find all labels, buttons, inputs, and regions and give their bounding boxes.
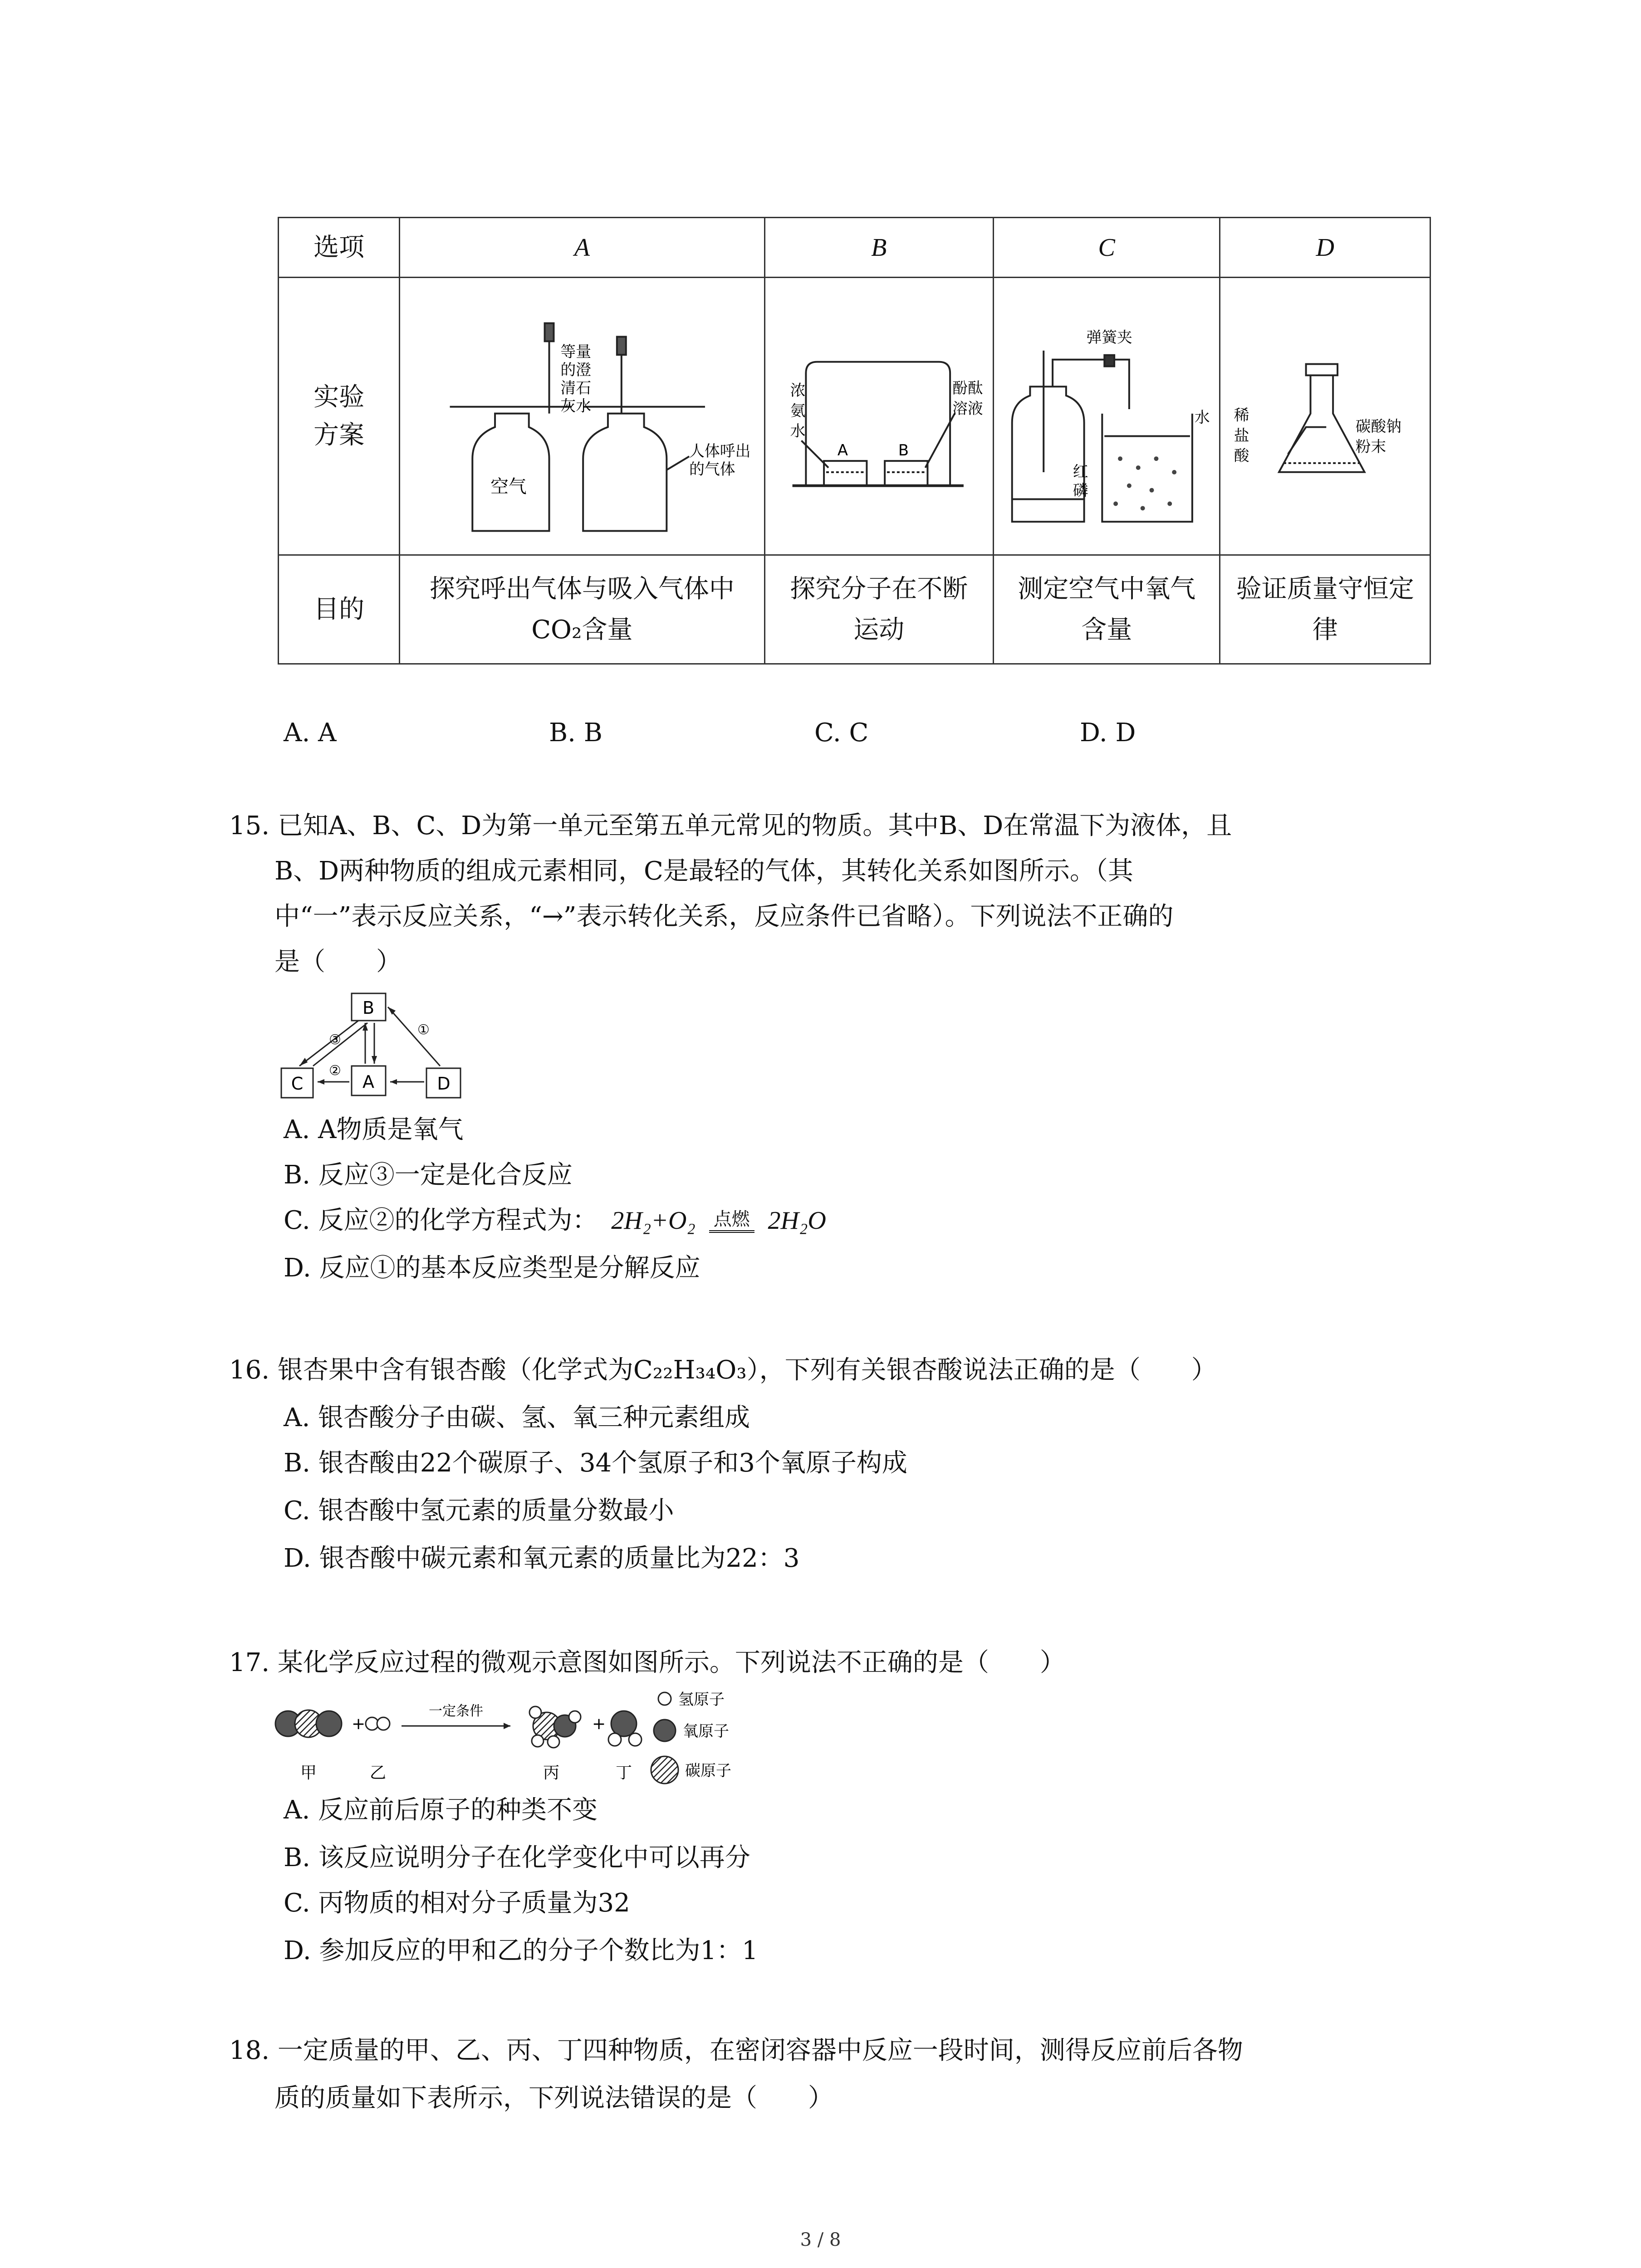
page-number: 3 / 8: [800, 2229, 841, 2250]
legend-h: 氢原子: [678, 1691, 725, 1709]
header-a: A: [400, 218, 764, 278]
label-ding: 丁: [615, 1764, 632, 1782]
legend-o: 氧原子: [683, 1722, 729, 1740]
ammonia-label-3: 水: [790, 422, 805, 440]
q15-option-b: B. 反应③一定是化合反应: [284, 1160, 573, 1190]
q16-stem: 16. 银杏果中含有银杏酸（化学式为C₂₂H₃₄O₃），下列有关银杏酸说法正确的是（ ）: [229, 1355, 1217, 1385]
q16-option-a: A. 银杏酸分子由碳、氢、氧三种元素组成: [284, 1403, 750, 1432]
dropper-label-line4: 灰水: [560, 397, 592, 415]
condition-label: 一定条件: [429, 1703, 483, 1719]
goal-a: 探究呼出气体与吸入气体中CO₂含量: [400, 555, 764, 664]
q17-option-a: A. 反应前后原子的种类不变: [284, 1795, 598, 1825]
equation-left: 2H₂+O₂: [611, 1207, 696, 1235]
header-b: B: [764, 218, 993, 278]
equation-right: 2H₂O: [768, 1207, 826, 1235]
q14-option-c: C. C: [814, 718, 869, 748]
goal-c: 测定空气中氧气含量: [993, 555, 1220, 664]
beaker-b-label: B: [898, 441, 909, 459]
figure-b-bell-jar: [765, 279, 993, 554]
figure-c-phosphorus: [994, 279, 1219, 554]
dropper-label-line2: 的澄: [560, 361, 592, 379]
equation-condition: 点燃: [709, 1208, 754, 1233]
label-bing: 丙: [543, 1764, 560, 1782]
q16-option-b: B. 银杏酸由22个碳原子、34个氢原子和3个氧原子构成: [284, 1448, 907, 1478]
plus-sign-1: +: [352, 1715, 366, 1733]
ammonia-label-2: 氨: [790, 401, 805, 420]
q17-option-d: D. 参加反应的甲和乙的分子个数比为1：1: [284, 1936, 758, 1965]
node-d: D: [437, 1074, 451, 1094]
q14-option-b: B. B: [549, 718, 603, 748]
powder-label-2: 粉末: [1356, 438, 1386, 456]
q15-option-a: A. A物质是氧气: [284, 1115, 464, 1144]
header-option: 选项: [279, 218, 400, 278]
q17-micro-diagram: [274, 1687, 819, 1792]
q18-stem-line2: 质的质量如下表所示，下列说法错误的是（ ）: [274, 2083, 833, 2113]
ammonia-label-1: 浓: [790, 381, 805, 399]
figure-a-bottles: [400, 278, 764, 554]
phosphorus-label-2: 磷: [1073, 481, 1088, 499]
node-a: A: [362, 1072, 374, 1092]
q18-stem-line1: 18. 一定质量的甲、乙、丙、丁四种物质，在密闭容器中反应一段时间，测得反应前后各物: [229, 2036, 1243, 2065]
legend-c-swatch: [651, 1756, 678, 1784]
figure-d-cell: [1220, 278, 1430, 555]
node-c: C: [291, 1074, 304, 1094]
q15-stem-line3: 中“一”表示反应关系，“→”表示转化关系，反应条件已省略）。下列说法不正确的: [274, 902, 1174, 931]
q15-relation-diagram: [277, 989, 476, 1107]
goal-d: 验证质量守恒定律: [1220, 555, 1430, 664]
node-b: B: [362, 998, 375, 1018]
q17-option-b: B. 该反应说明分子在化学变化中可以再分: [284, 1843, 750, 1872]
q15-stem-line2: B、D两种物质的组成元素相同，C是最轻的气体，其转化关系如图所示。（其: [274, 856, 1133, 886]
beaker-a-label: A: [837, 441, 848, 459]
experiment-table: [278, 217, 1431, 665]
right-bottle-label-2: 的气体: [689, 460, 735, 479]
mark-1: ①: [417, 1022, 430, 1038]
header-d: D: [1220, 218, 1430, 278]
label-yi: 乙: [369, 1764, 387, 1782]
legend-o-swatch: [654, 1720, 676, 1741]
water-label: 水: [1194, 408, 1210, 426]
dropper-label-line3: 清石: [560, 379, 592, 397]
clip-label: 弹簧夹: [1086, 328, 1132, 346]
powder-label-1: 碳酸钠: [1356, 417, 1402, 435]
q17-stem: 17. 某化学反应过程的微观示意图如图所示。下列说法不正确的是（ ）: [229, 1648, 1065, 1677]
q15-stem-line4: 是（ ）: [274, 947, 402, 977]
acid-label-2: 盐: [1234, 426, 1249, 445]
legend-c: 碳原子: [685, 1762, 731, 1780]
goal-label: 目的: [279, 555, 400, 664]
figure-d-flask: [1220, 279, 1430, 554]
q15-option-c-text: C. 反应②的化学方程式为：: [284, 1206, 598, 1235]
right-bottle-label-1: 人体呼出: [689, 442, 751, 460]
q15-option-d: D. 反应①的基本反应类型是分解反应: [284, 1253, 700, 1283]
phenol-label-2: 溶液: [952, 399, 983, 417]
header-c: C: [993, 218, 1220, 278]
legend-h-swatch: [658, 1692, 671, 1705]
mark-3: ③: [329, 1032, 341, 1048]
table-header-row: [279, 218, 1430, 278]
q16-option-c: C. 银杏酸中氢元素的质量分数最小: [284, 1496, 674, 1525]
goal-b: 探究分子在不断运动: [764, 555, 993, 664]
q17-option-c: C. 丙物质的相对分子质量为32: [284, 1888, 630, 1918]
phosphorus-label-1: 红: [1073, 462, 1088, 480]
table-goal-row: [279, 555, 1430, 664]
q15-stem-line1: 15. 已知A、B、C、D为第一单元至第五单元常见的物质。其中B、D在常温下为液体，且: [229, 811, 1232, 841]
dropper-label-line1: 等量: [560, 343, 592, 361]
q15-option-c: [284, 1204, 826, 1237]
q14-option-a: A. A: [284, 718, 337, 748]
acid-label-3: 酸: [1234, 446, 1249, 464]
plus-sign-2: +: [592, 1715, 606, 1733]
phenol-label-1: 酚酞: [952, 379, 983, 397]
table-scheme-row: [279, 278, 1430, 555]
mark-2: ②: [329, 1063, 341, 1079]
q14-option-d: D. D: [1080, 718, 1136, 748]
figure-c-cell: [993, 278, 1220, 555]
left-bottle-label: 空气: [490, 476, 527, 497]
figure-b-cell: [764, 278, 993, 555]
figure-a-cell: [400, 278, 764, 555]
scheme-label: 实验方案: [279, 278, 400, 555]
q16-option-d: D. 银杏酸中碳元素和氧元素的质量比为22：3: [284, 1544, 800, 1573]
acid-label-1: 稀: [1234, 406, 1249, 424]
label-jia: 甲: [300, 1764, 317, 1782]
